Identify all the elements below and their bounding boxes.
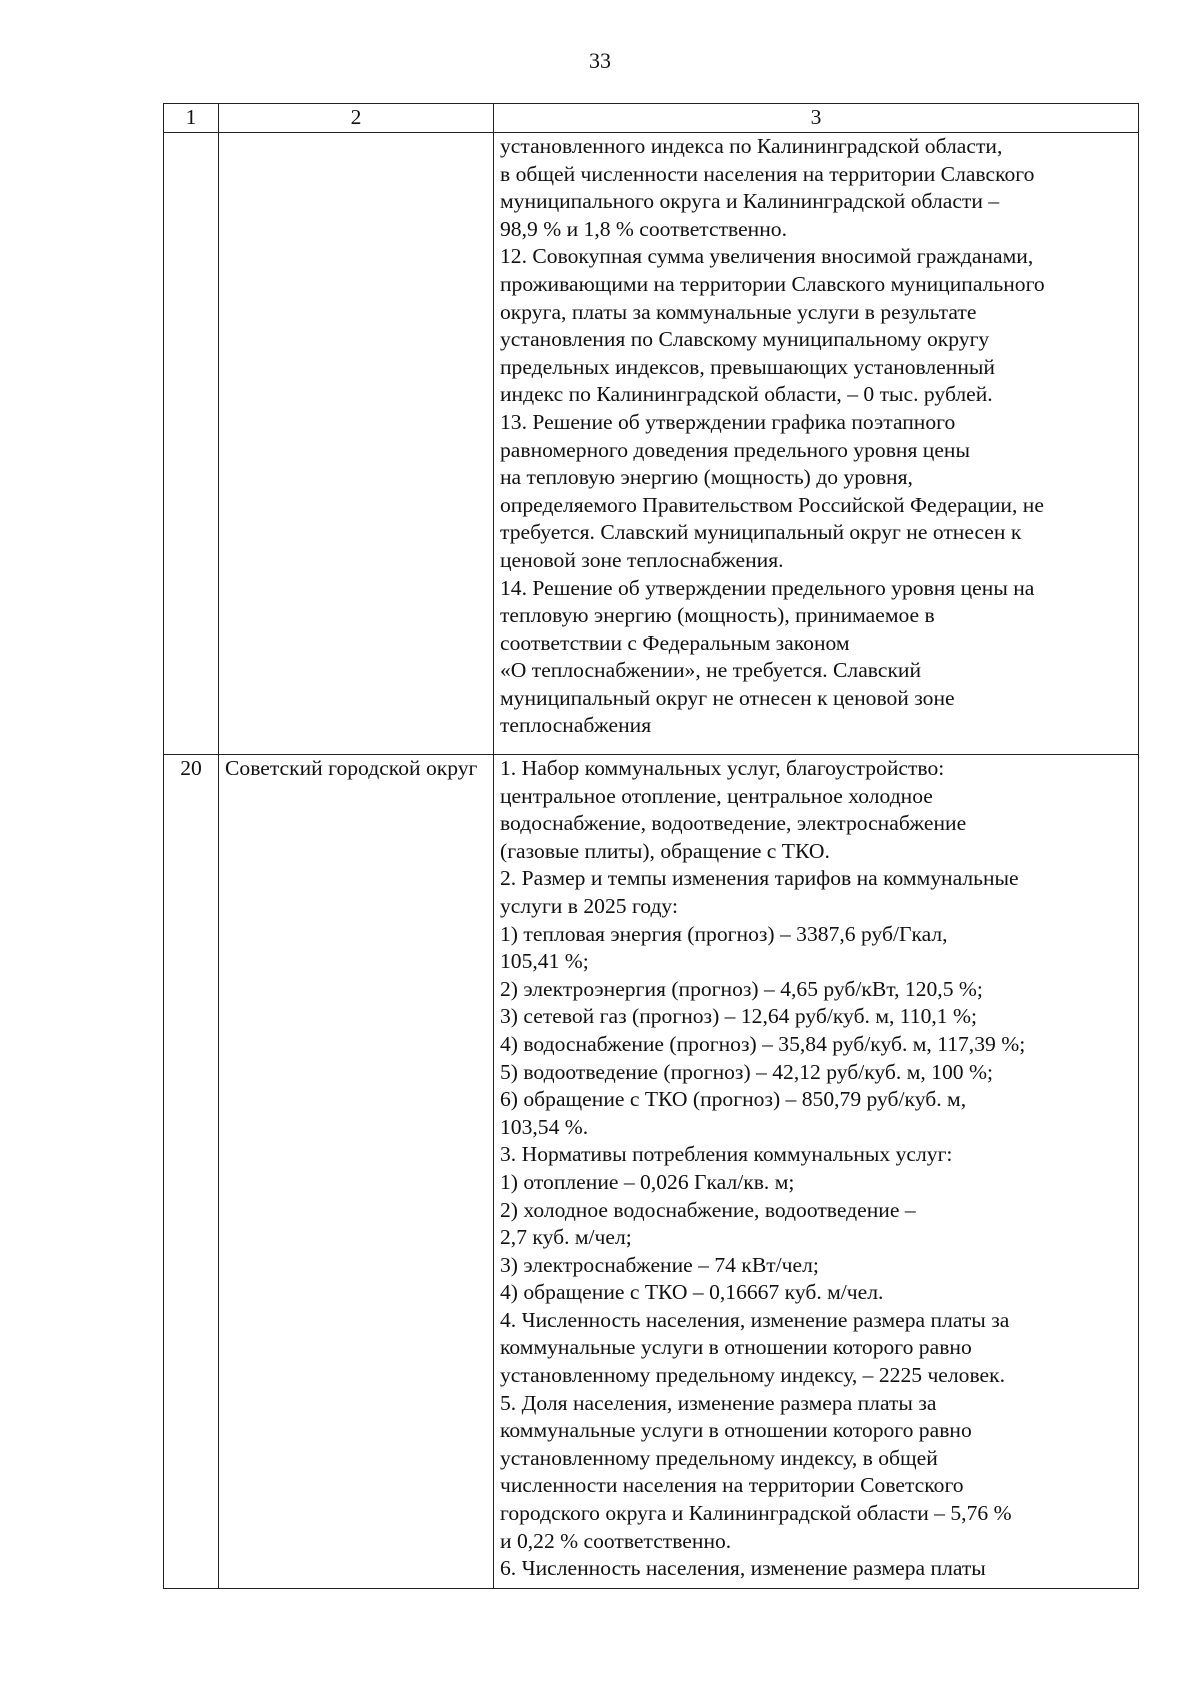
description-line: 3) электроснабжение – 74 кВт/чел; — [500, 1252, 819, 1277]
description-line: индекс по Калининградской области, – 0 тыс. рублей. — [500, 382, 993, 407]
description-line: численности населения на территории Советского — [500, 1473, 964, 1498]
description-line: городского округа и Калининградской области – 5,76 % — [500, 1501, 1012, 1526]
description-line: коммунальные услуги в отношении которого равно — [500, 1335, 972, 1360]
description-line: 105,41 %; — [500, 949, 589, 974]
description-line: услуги в 2025 году: — [500, 893, 678, 918]
description-line: тепловую энергию (мощность), принимаемое в — [500, 603, 935, 628]
description-line: определяемого Правительством Российской Федерации, не — [500, 492, 1044, 517]
description-line: и 0,22 % соответственно. — [500, 1528, 732, 1553]
description-line: 6) обращение с ТКО (прогноз) – 850,79 руб/куб. м, — [500, 1087, 967, 1112]
description-line: 14. Решение об утверждении предельного уровня цены на — [500, 575, 1035, 600]
column-header-2: 2 — [219, 104, 494, 133]
description-line: 5) водоотведение (прогноз) – 42,12 руб/куб. м, 100 %; — [500, 1059, 993, 1084]
description-line: муниципального округа и Калининградской области – — [500, 189, 1000, 214]
row-number-cell: 20 — [164, 755, 219, 1589]
page-number: 33 — [589, 48, 611, 73]
description-line: 4) обращение с ТКО – 0,16667 куб. м/чел. — [500, 1280, 884, 1305]
description-line: 2. Размер и темпы изменения тарифов на коммунальные — [500, 866, 1019, 891]
description-line: равномерного доведения предельного уровня цены — [500, 437, 970, 462]
description-line: установления по Славскому муниципальному округу — [500, 327, 990, 352]
column-header-1: 1 — [164, 104, 219, 133]
table-header-row — [164, 104, 1139, 133]
description-line: 103,54 %. — [500, 1114, 589, 1139]
description-line: 4. Численность населения, изменение размера платы за — [500, 1307, 1010, 1332]
description-line: установленного индекса по Калининградской области, — [500, 134, 1003, 158]
description-line: 2,7 куб. м/чел; — [500, 1225, 632, 1250]
description-line: центральное отопление, центральное холодное — [500, 783, 933, 808]
description-line: коммунальные услуги в отношении которого равно — [500, 1418, 972, 1443]
table-row — [164, 133, 1139, 755]
description-line: (газовые плиты), обращение с ТКО. — [500, 838, 830, 863]
description-line: 13. Решение об утверждении графика поэтапного — [500, 409, 956, 434]
description-line: 4) водоснабжение (прогноз) – 35,84 руб/куб. м, 117,39 %; — [500, 1031, 1026, 1056]
description-line: на тепловую энергию (мощность) до уровня, — [500, 465, 913, 490]
description-line: ценовой зоне теплоснабжения. — [500, 547, 784, 572]
description-line: предельных индексов, превышающих установленный — [500, 354, 995, 379]
description-line: 3) сетевой газ (прогноз) – 12,64 руб/куб. м, 110,1 %; — [500, 1004, 977, 1029]
municipality-name-cell — [219, 133, 494, 755]
description-cell — [494, 755, 1139, 1589]
description-line: теплоснабжения — [500, 713, 652, 738]
description-line: требуется. Славский муниципальный округ не отнесен к — [500, 520, 1022, 545]
description-line: муниципальный округ не отнесен к ценовой зоне — [500, 685, 955, 710]
column-header-3: 3 — [494, 104, 1139, 133]
description-line: 3. Нормативы потребления коммунальных услуг: — [500, 1142, 953, 1167]
table-row — [164, 755, 1139, 1589]
description-line: 6. Численность населения, изменение размера платы — [500, 1556, 986, 1581]
description-cell — [494, 133, 1139, 755]
description-line: 2) электроэнергия (прогноз) – 4,65 руб/кВт, 120,5 %; — [500, 976, 983, 1001]
tariff-table — [163, 103, 1139, 1589]
row-number-cell — [164, 133, 219, 755]
description-line: округа, платы за коммунальные услуги в результате — [500, 299, 977, 324]
description-line: установленному предельному индексу, в общей — [500, 1445, 938, 1470]
description-line: 1) тепловая энергия (прогноз) – 3387,6 руб/Гкал, — [500, 921, 948, 946]
description-line: установленному предельному индексу, – 2225 человек. — [500, 1363, 1006, 1388]
description-line: в общей численности населения на территории Славского — [500, 161, 1035, 186]
description-line: «О теплоснабжении», не требуется. Славский — [500, 658, 922, 683]
municipality-name-cell: Советский городской округ — [219, 755, 494, 1589]
description-line: водоснабжение, водоотведение, электроснабжение — [500, 811, 967, 836]
description-line: 2) холодное водоснабжение, водоотведение – — [500, 1197, 916, 1222]
description-line: 1) отопление – 0,026 Гкал/кв. м; — [500, 1169, 795, 1194]
description-line: проживающими на территории Славского муниципального — [500, 271, 1045, 296]
description-line: 5. Доля населения, изменение размера платы за — [500, 1390, 937, 1415]
description-line: 1. Набор коммунальных услуг, благоустройство: — [500, 756, 945, 780]
description-line: соответствии с Федеральным законом — [500, 630, 850, 655]
description-line: 12. Совокупная сумма увеличения вносимой гражданами, — [500, 244, 1034, 269]
description-line: 98,9 % и 1,8 % соответственно. — [500, 216, 787, 241]
